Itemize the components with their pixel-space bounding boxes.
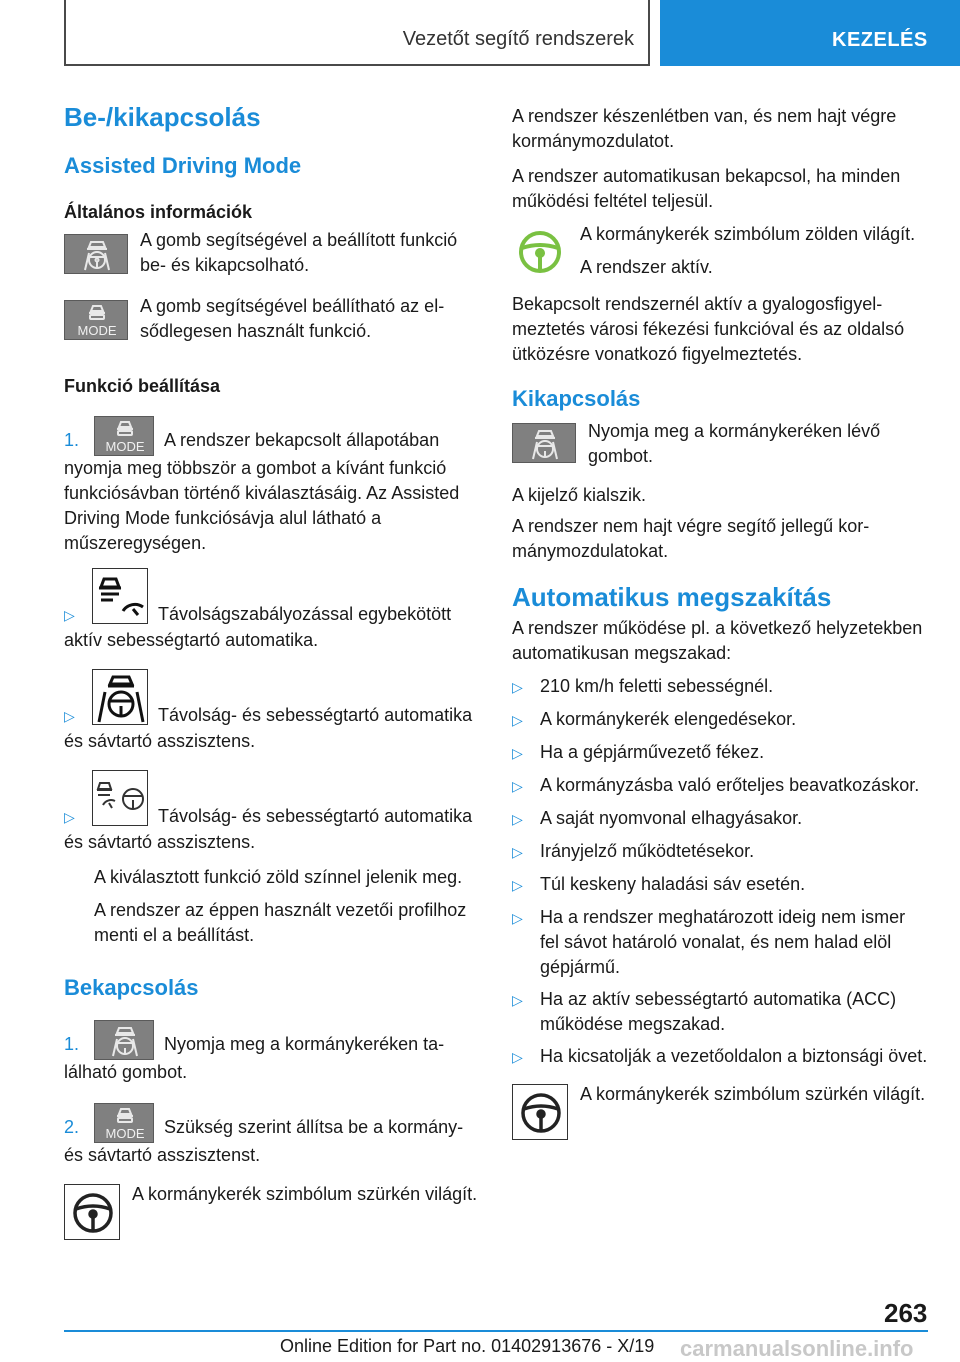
steering-wheel-grey-icon bbox=[64, 1184, 120, 1240]
heading-function-setting: Funkció beállítása bbox=[64, 376, 221, 396]
list-item: ▷ Túl keskeny haladási sáv esetén. bbox=[512, 872, 928, 898]
grey-wheel-text: A kormánykerék szimbólum szürkén világít. bbox=[132, 1184, 478, 1204]
on-step-2 bbox=[64, 1103, 480, 1168]
step-1 bbox=[64, 416, 480, 556]
option-list bbox=[64, 568, 480, 855]
on-step-1 bbox=[64, 1020, 480, 1085]
mode-button-icon bbox=[94, 1103, 154, 1143]
heading-switch-on: Bekapcsolás bbox=[64, 975, 199, 1000]
triangle-bullet-icon: ▷ bbox=[512, 877, 523, 893]
grey-wheel-text-right: A kormánykerék szimbólum szürkén világít. bbox=[580, 1084, 926, 1104]
header-section-title: Vezetőt segítő rendszerek bbox=[402, 28, 634, 50]
footer-watermark: carmanualsonline.info bbox=[680, 1336, 914, 1361]
triangle-bullet-icon: ▷ bbox=[64, 708, 75, 724]
general-row-1 bbox=[64, 228, 480, 278]
left-column bbox=[64, 100, 480, 1240]
footer-divider bbox=[64, 1330, 864, 1332]
off-row bbox=[512, 419, 928, 469]
list-item: ▷ Ha a rendszer meghatározott ideig nem ismer fel sávot határoló vonalat, és nem halad elöl gépjármű. bbox=[512, 905, 928, 980]
general-row-2 bbox=[64, 294, 480, 344]
auto-interrupt-list bbox=[512, 674, 928, 1070]
steering-assist-button-icon bbox=[512, 423, 576, 463]
green-wheel-row bbox=[512, 222, 928, 280]
mode-button-icon bbox=[94, 416, 154, 456]
on-step-2-text: Szükség szerint állítsa be a kormány- és sávtartó asszisztenst. bbox=[64, 1117, 464, 1165]
footer-divider-right bbox=[864, 1330, 928, 1332]
heading-auto-interrupt: Automatikus megszakítás bbox=[512, 582, 832, 612]
grey-wheel-row-right bbox=[512, 1082, 928, 1140]
list-item: ▷ A kormánykerék elengedésekor. bbox=[512, 707, 928, 733]
svg-text:MODE: MODE bbox=[105, 1126, 145, 1141]
auto-intro-text: A rendszer működése pl. a következő helyzetekben automatikusan megszakad: bbox=[512, 618, 923, 663]
footer-edition: Online Edition for Part no. 01402913676 - X/19 bbox=[280, 1336, 655, 1356]
steering-assist-button-icon bbox=[64, 234, 128, 274]
triangle-bullet-icon: ▷ bbox=[512, 679, 523, 695]
after-text-1: A kiválasztott funkció zöld színnel jelenik meg. bbox=[94, 867, 463, 887]
triangle-bullet-icon: ▷ bbox=[512, 811, 523, 827]
on-step-1-text: Nyomja meg a kormánykeréken található gombot. bbox=[64, 1034, 445, 1082]
triangle-bullet-icon: ▷ bbox=[512, 844, 523, 860]
general-text-1: A gomb segítségével a beállított funkció be- és kikapcsolható. bbox=[140, 230, 458, 275]
heading-general-info: Általános információk bbox=[64, 202, 253, 222]
header-section-box bbox=[64, 0, 650, 66]
triangle-bullet-icon: ▷ bbox=[512, 778, 523, 794]
right-column bbox=[512, 104, 928, 1140]
acc-steering-icon bbox=[92, 770, 148, 826]
page-number: 263 bbox=[884, 1298, 928, 1328]
green-wheel-text: A kormánykerék szimbólum zölden világít. bbox=[580, 224, 916, 244]
general-text-2: A gomb segítségével beállítható az elsődlegesen használt funkció. bbox=[140, 296, 445, 341]
steering-wheel-green-icon bbox=[512, 224, 568, 280]
mode-button-icon bbox=[64, 300, 128, 340]
option-3-text: Távolság- és sebességtartó automatika és sávtartó asszisztens. bbox=[64, 806, 473, 852]
off-text-2: A rendszer nem hajt végre segítő jellegű kormánymozdulatokat. bbox=[512, 516, 870, 561]
heading-on-off: Be-/kikapcsolás bbox=[64, 102, 261, 132]
option-1-text: Távolságszabályozással egybekötött aktív sebességtartó automatika. bbox=[64, 604, 452, 650]
active-warning-text: Bekapcsolt rendszernél aktív a gyalogosfigyelmeztetés városi fékezési funkcióval és az oldalsó ütközésre vonatkozó figyelmeztetés. bbox=[512, 294, 905, 364]
list-item: ▷ Ha az aktív sebességtartó automatika (ACC) működése megszakad. bbox=[512, 987, 928, 1037]
list-item: ▷ Ha a gépjárművezető fékez. bbox=[512, 740, 928, 766]
ready-text-2: A rendszer automatikusan bekapcsol, ha minden működési feltétel teljesül. bbox=[512, 166, 901, 211]
on-step-1-number: 1. bbox=[64, 1034, 80, 1054]
svg-text:MODE: MODE bbox=[77, 323, 117, 338]
option-1 bbox=[64, 568, 480, 653]
list-item: ▷ Ha kicsatolják a vezetőoldalon a biztonsági övet. bbox=[512, 1044, 928, 1070]
header-chapter-tab bbox=[660, 0, 960, 66]
grey-wheel-row bbox=[64, 1182, 480, 1240]
heading-assisted-driving-mode: Assisted Driving Mode bbox=[64, 153, 302, 178]
step-1-text: A rendszer bekapcsolt állapotában nyomja meg többször a gombot a kívánt funkció funkciósávban történő kiválasztásáig. Az Assisted Driving Mode funkciósávja alul látható a műszeregységen. bbox=[64, 430, 460, 553]
steering-lane-icon bbox=[92, 669, 148, 725]
triangle-bullet-icon: ▷ bbox=[64, 809, 75, 825]
triangle-bullet-icon: ▷ bbox=[512, 910, 523, 926]
triangle-bullet-icon: ▷ bbox=[512, 712, 523, 728]
off-text: Nyomja meg a kormánykeréken lévő gombot. bbox=[588, 421, 881, 466]
acc-distance-icon bbox=[92, 568, 148, 624]
steering-assist-button-icon bbox=[94, 1020, 154, 1060]
heading-switch-off: Kikapcsolás bbox=[512, 386, 641, 411]
svg-text:MODE: MODE bbox=[105, 439, 145, 454]
list-item: ▷ 210 km/h feletti sebességnél. bbox=[512, 674, 928, 700]
triangle-bullet-icon: ▷ bbox=[64, 607, 75, 623]
steering-wheel-grey-icon bbox=[512, 1084, 568, 1140]
triangle-bullet-icon: ▷ bbox=[512, 992, 523, 1008]
step-1-number: 1. bbox=[64, 430, 80, 450]
off-text-1: A kijelző kialszik. bbox=[512, 485, 647, 505]
triangle-bullet-icon: ▷ bbox=[512, 1049, 523, 1065]
list-item: ▷ A kormányzásba való erőteljes beavatkozáskor. bbox=[512, 773, 928, 799]
header-chapter-title: KEZELÉS bbox=[832, 29, 928, 51]
ready-text-1: A rendszer készenlétben van, és nem hajt végre kormánymozdulatot. bbox=[512, 106, 897, 151]
after-text-2: A rendszer az éppen használt vezetői profilhoz menti el a beállítást. bbox=[94, 900, 467, 945]
list-item: ▷ Irányjelző működtetésekor. bbox=[512, 839, 928, 865]
triangle-bullet-icon: ▷ bbox=[512, 745, 523, 761]
on-step-2-number: 2. bbox=[64, 1117, 80, 1137]
option-3 bbox=[64, 770, 480, 855]
system-active-text: A rendszer aktív. bbox=[580, 257, 713, 277]
option-2-text: Távolság- és sebességtartó automatika és sávtartó asszisztens. bbox=[64, 705, 473, 751]
list-item: ▷ A saját nyomvonal elhagyásakor. bbox=[512, 806, 928, 832]
option-2 bbox=[64, 669, 480, 754]
